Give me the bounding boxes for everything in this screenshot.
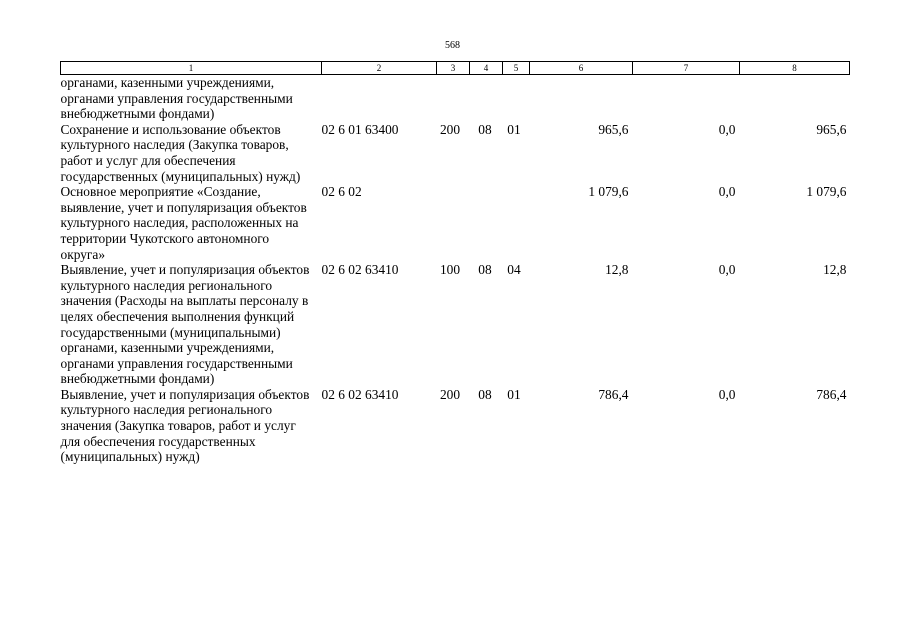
row-section: 08 bbox=[478, 121, 492, 137]
header-col-2: 2 bbox=[322, 62, 437, 75]
row-name: Выявление, учет и популяризация объектов культурного наследия регионального значения (Закупка товаров, работ и услуг для обеспечения государственных (муниципальных) нужд) bbox=[60, 386, 310, 465]
row-code: 02 6 02 63410 bbox=[321, 386, 399, 402]
header-col-5: 5 bbox=[503, 62, 530, 75]
row-subsection bbox=[503, 75, 530, 122]
row-subsection: 01 bbox=[507, 121, 521, 137]
row-expense-type: 200 bbox=[439, 386, 461, 402]
row-value-8 bbox=[740, 75, 850, 122]
table-row bbox=[61, 122, 850, 184]
row-value-6: 1 079,6 bbox=[588, 184, 629, 200]
row-name: органами, казенными учреждениями, органами управления государственными внебюджетными фондами) bbox=[60, 75, 293, 122]
row-value-8: 1 079,6 bbox=[806, 184, 847, 200]
table-row bbox=[61, 75, 850, 122]
table-row bbox=[61, 184, 850, 262]
row-subsection bbox=[503, 184, 530, 262]
row-expense-type: 200 bbox=[439, 121, 461, 137]
row-value-6: 786,4 bbox=[598, 386, 629, 402]
row-value-7: 0,0 bbox=[718, 262, 736, 278]
row-expense-type bbox=[437, 184, 470, 262]
row-value-6: 12,8 bbox=[605, 262, 629, 278]
row-name: Основное мероприятие «Создание, выявление, учет и популяризация объектов культурного наследия, расположенных на территории Чукотского автономного округа» bbox=[60, 184, 307, 262]
row-subsection: 04 bbox=[507, 262, 521, 278]
header-col-3: 3 bbox=[437, 62, 470, 75]
row-value-8: 12,8 bbox=[823, 262, 847, 278]
row-value-7: 0,0 bbox=[718, 121, 736, 137]
row-value-7: 0,0 bbox=[718, 386, 736, 402]
row-section: 08 bbox=[478, 386, 492, 402]
row-code: 02 6 01 63400 bbox=[321, 121, 399, 137]
row-code: 02 6 02 63410 bbox=[321, 262, 399, 278]
header-col-1: 1 bbox=[61, 62, 322, 75]
header-col-7: 7 bbox=[633, 62, 740, 75]
row-name: Сохранение и использование объектов культурного наследия (Закупка товаров, работ и услуг для обеспечения государственных (муниципальных) нужд) bbox=[60, 121, 301, 184]
row-code bbox=[322, 75, 437, 122]
row-value-7: 0,0 bbox=[718, 184, 736, 200]
table-body bbox=[61, 75, 850, 465]
row-section bbox=[470, 75, 503, 122]
row-section: 08 bbox=[478, 262, 492, 278]
row-subsection: 01 bbox=[507, 386, 521, 402]
row-value-6: 965,6 bbox=[598, 121, 629, 137]
row-name: Выявление, учет и популяризация объектов культурного наследия регионального значения (Расходы на выплаты персоналу в целях обеспечения выполнения функций государственными (муниципальными) органами, казенными учреждениями, органами управления государственными внебюджетными фондами) bbox=[60, 262, 310, 387]
row-value-8: 965,6 bbox=[816, 121, 847, 137]
table-row bbox=[61, 387, 850, 465]
page-number: 568 bbox=[445, 40, 460, 51]
row-section bbox=[470, 184, 503, 262]
header-col-6: 6 bbox=[530, 62, 633, 75]
table-header bbox=[61, 62, 850, 75]
row-value-8: 786,4 bbox=[816, 386, 847, 402]
header-col-4: 4 bbox=[470, 62, 503, 75]
budget-table bbox=[60, 61, 850, 465]
row-expense-type: 100 bbox=[439, 262, 461, 278]
table-row bbox=[61, 262, 850, 387]
row-value-6 bbox=[530, 75, 633, 122]
row-code: 02 6 02 bbox=[321, 184, 362, 200]
row-expense-type bbox=[437, 75, 470, 122]
row-value-7 bbox=[633, 75, 740, 122]
header-row bbox=[61, 62, 850, 75]
header-col-8: 8 bbox=[740, 62, 850, 75]
